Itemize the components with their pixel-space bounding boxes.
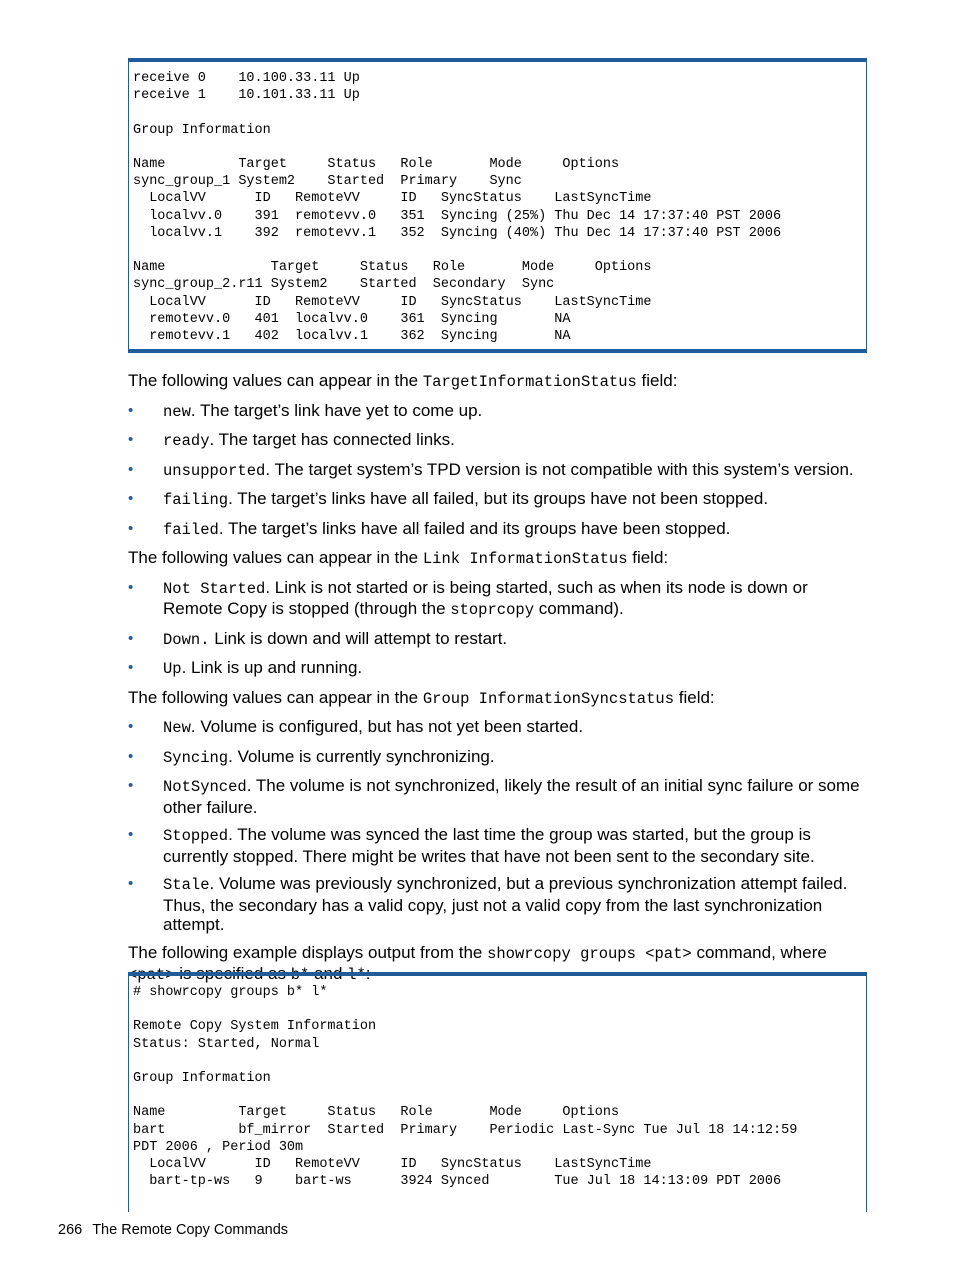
- list-item: [128, 576, 870, 627]
- value-desc: . Volume is currently synchronizing.: [228, 746, 495, 766]
- bullet-icon: •: [128, 490, 134, 507]
- intro-text: command, where: [691, 942, 827, 962]
- intro-text: field:: [627, 548, 669, 567]
- list-item: [128, 487, 870, 517]
- value-desc: . The target’s link have yet to come up.: [190, 400, 483, 420]
- bullet-icon: •: [128, 519, 134, 537]
- intro-text: field:: [636, 371, 678, 390]
- code-block-output-1: [128, 58, 867, 353]
- value-desc: . Volume was previously synchronized, but a previous synchronization attempt failed. Thus, the secondary has a valid copy, just not a valid copy from the last synchronization attempt.: [163, 874, 848, 934]
- intro-text: and: [309, 964, 348, 983]
- code-block-output-2: [128, 972, 867, 1212]
- field-name: Group InformationSyncstatus: [422, 689, 675, 708]
- list-item: [128, 823, 870, 872]
- group-status-list: [128, 715, 870, 941]
- list-item: [128, 872, 870, 941]
- bullet-icon: •: [128, 431, 134, 448]
- command-name: showrcopy groups <pat>: [487, 944, 692, 963]
- bullet-icon: •: [128, 401, 134, 419]
- value-desc: . The target system’s TPD version is not compatible with this system’s version.: [265, 459, 854, 479]
- value-desc: . Volume is configured, but has not yet been started.: [190, 717, 584, 736]
- value-desc: . Link is not started or is being started, such as when its node is down or Remote Copy is stopped (through the: [163, 577, 808, 618]
- bullet-icon: •: [128, 718, 134, 735]
- bullet-icon: •: [128, 460, 134, 478]
- code-text: receive 0 10.100.33.11 Up receive 1 10.101.33.11 Up Group Information Name Target Status Role Mode Options sync_group_1 System2 Started Primary Sync LocalVV ID RemoteVV ID SyncStatus LastSyncTime localvv.0 391 remotevv.0 351 Syncing (25%) Thu Dec 14 17:37:40 PST 2006 localvv.1 392 remotevv.1 352 Syncing (40%) Thu Dec 14 17:37:40 PST 2006 Name Target Status Role Mode Options sync_group_2.r11 System2 Started Secondary Sync LocalVV ID RemoteVV ID SyncStatus LastSyncTime remotevv.0 401 localvv.0 361 Syncing NA remotevv.1 402 localvv.1 362 Syncing NA: [133, 71, 782, 345]
- link-status-intro: [128, 546, 870, 576]
- value-code: new: [163, 402, 191, 421]
- list-item: [128, 399, 870, 429]
- list-item: [128, 428, 870, 458]
- value-code: Stale: [163, 876, 210, 894]
- value-desc: . Link is up and running.: [181, 658, 363, 677]
- value-desc: . The volume is not synchronized, likely the result of an initial sync failure or some other failure.: [163, 776, 860, 817]
- bullet-icon: •: [128, 659, 134, 676]
- list-item: [128, 656, 870, 686]
- list-item: [128, 458, 870, 488]
- link-status-list: [128, 576, 870, 686]
- value-desc: command).: [534, 599, 624, 618]
- value-code: failed: [163, 520, 219, 539]
- value-desc: . The target’s links have all failed, but its groups have not been stopped.: [228, 489, 769, 508]
- page-footer: [58, 1222, 288, 1238]
- list-item: [128, 745, 870, 775]
- value-code: Not Started: [163, 579, 266, 598]
- pattern-value: l*: [347, 966, 366, 984]
- group-status-intro: [128, 686, 870, 716]
- chapter-title: The Remote Copy Commands: [92, 1222, 289, 1238]
- intro-text: The following values can appear in the: [128, 548, 423, 567]
- bullet-icon: •: [128, 875, 134, 892]
- value-code: unsupported: [163, 461, 266, 480]
- list-item: [128, 517, 870, 547]
- value-desc: . The target has connected links.: [209, 430, 455, 449]
- value-desc: Link is down and will attempt to restart.: [209, 628, 508, 648]
- target-status-intro: [128, 369, 870, 399]
- value-code: failing: [163, 491, 229, 509]
- body-text: [128, 369, 870, 992]
- value-desc: . The target’s links have all failed and its groups have been stopped.: [218, 518, 731, 538]
- intro-text: The following values can appear in the: [128, 371, 423, 390]
- intro-text: field:: [674, 687, 715, 707]
- target-status-list: [128, 399, 870, 547]
- list-item: [128, 627, 870, 657]
- list-item: [128, 715, 870, 745]
- param-name: <pat>: [128, 966, 175, 984]
- value-code: Down.: [163, 630, 210, 649]
- intro-text: The following values can appear in the: [128, 687, 423, 707]
- intro-text: :: [365, 964, 371, 983]
- bullet-icon: •: [128, 826, 134, 843]
- bullet-icon: •: [128, 629, 134, 647]
- value-code: Up: [163, 660, 182, 678]
- value-code: NotSynced: [163, 778, 247, 796]
- page-number: 266: [58, 1222, 83, 1238]
- pattern-value: b*: [290, 966, 310, 984]
- field-name: TargetInformationStatus: [422, 373, 637, 391]
- value-desc: . The volume was synced the last time the group was started, but the group is currently stopped. There might be writes that have not been sent to the secondary site.: [163, 825, 815, 866]
- value-code: ready: [163, 432, 210, 450]
- command-name: stoprcopy: [450, 601, 534, 619]
- value-code: Stopped: [163, 827, 229, 845]
- field-name: Link InformationStatus: [422, 550, 628, 568]
- bullet-icon: •: [128, 578, 134, 596]
- value-code: New: [163, 719, 191, 737]
- code-text: # showrcopy groups b* l* Remote Copy System Information Status: Started, Normal Group Information Name Target Status Role Mode Options bart bf_mirror Started Primary Periodic Last-Sync Tue Jul 18 14:12:59 PDT 2006 , Period 30m LocalVV ID RemoteVV ID SyncStatus LastSyncTime bart-tp-ws 9 bart-ws 3924 Synced Tue Jul 18 14:13:09 PDT 2006: [133, 985, 798, 1190]
- bullet-icon: •: [128, 777, 134, 794]
- value-code: Syncing: [163, 748, 229, 767]
- intro-text: is specified as: [174, 964, 291, 983]
- bullet-icon: •: [128, 747, 134, 765]
- intro-text: The following example displays output from the: [128, 942, 488, 962]
- list-item: [128, 774, 870, 823]
